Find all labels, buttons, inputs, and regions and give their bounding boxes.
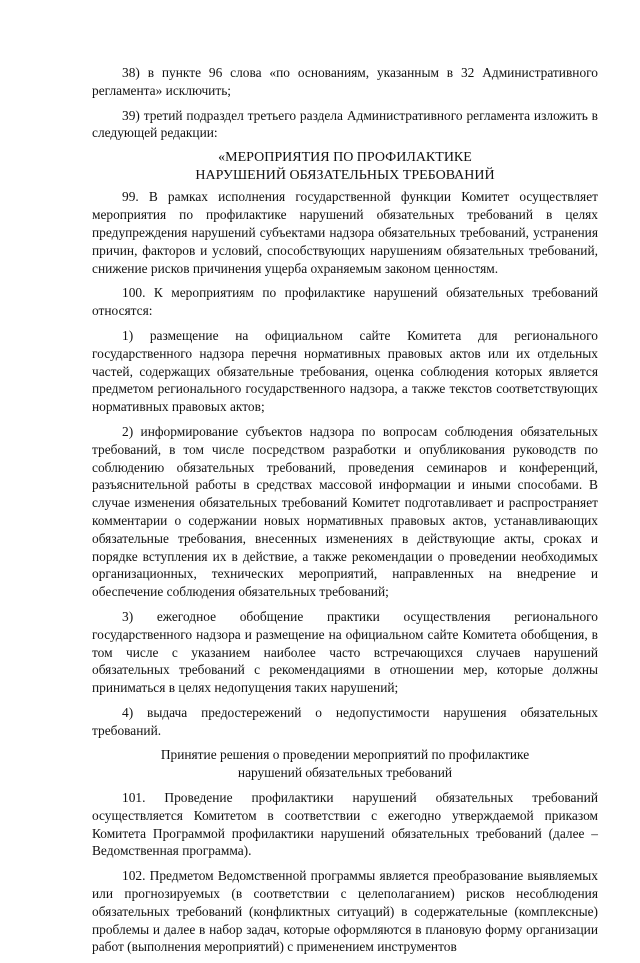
section-heading bbox=[92, 149, 598, 184]
paragraph-101: 101. Проведение профилактики нарушений обязательных требований осуществляется Комитетом в соответствии с ежегодно утверждаемой приказом Комитета Программой профилактики нарушений обязательных требований (далее – Ведомственная программа). bbox=[92, 790, 598, 859]
subsection-heading bbox=[92, 746, 598, 782]
list-item-3: 3) ежегодное обобщение практики осуществления регионального государственного надзора и размещение на официальном сайте Комитета обобщения, в том числе с указанием наиболее часто встречающихся случаев нарушений обязательных требований с рекомендациями в отношении мер, которые должны приниматься в целях недопущения таких нарушений; bbox=[92, 608, 598, 696]
paragraph-99: 99. В рамках исполнения государственной функции Комитет осуществляет мероприятия по профилактике нарушений обязательных требований в целях предупреждения нарушений субъектами надзора обязательных требований, устранения причин, факторов и условий, способствующих нарушениям обязательных требований, снижение рисков причинения ущерба охраняемым законом ценностям. bbox=[92, 189, 598, 276]
list-item-1: 1) размещение на официальном сайте Комитета для регионального государственного надзора перечня нормативных правовых актов или их отдельных частей, содержащих обязательные требования, оценка соблюдения которых является предметом регионального государственного надзора, а также текстов соответствующих нормативных правовых актов; bbox=[92, 327, 598, 415]
paragraph-38: 38) в пункте 96 слова «по основаниям, указанным в 32 Административного регламента» исключить; bbox=[92, 65, 598, 98]
section-heading-line-2: НАРУШЕНИЙ ОБЯЗАТЕЛЬНЫХ ТРЕБОВАНИЙ bbox=[195, 167, 495, 183]
paragraph-102: 102. Предметом Ведомственной программы является преобразование выявляемых или прогнозируемых (в соответствии с целеполаганием) рисков несоблюдения обязательных требований (конфликтных ситуаций) в содержательные (комплексные) проблемы и далее в набор задач, которые оформляются в плановую форму организации работ (выполнения мероприятий) с применением инструментов bbox=[92, 868, 598, 955]
document-page bbox=[92, 64, 598, 963]
subsection-heading-line-1: Принятие решения о проведении мероприятий по профилактике bbox=[160, 747, 530, 763]
list-item-4: 4) выдача предостережений о недопустимости нарушения обязательных требований. bbox=[92, 704, 598, 738]
section-heading-line-1: «МЕРОПРИЯТИЯ ПО ПРОФИЛАКТИКЕ bbox=[218, 150, 472, 166]
list-item-2: 2) информирование субъектов надзора по вопросам соблюдения обязательных требований, в том числе посредством разработки и опубликования руководств по соблюдению обязательных требований, проведения семинаров и конференций, разъяснительной работы в средствах массовой информации и иными способами. В случае изменения обязательных требований Комитет подготавливает и распространяет комментарии о содержании новых нормативных правовых актов, устанавливающих обязательные требования, внесенных изменениях в действующие акты, сроках и порядке вступления их в действие, а также рекомендации о проведении необходимых организационных, технических мероприятий, направленных на внедрение и обеспечение соблюдения обязательных требований; bbox=[92, 423, 598, 600]
paragraph-100: 100. К мероприятиям по профилактике нарушений обязательных требований относятся: bbox=[92, 285, 598, 319]
subsection-heading-line-2: нарушений обязательных требований bbox=[237, 765, 453, 781]
paragraph-39: 39) третий подраздел третьего раздела Административного регламента изложить в следующей редакции: bbox=[92, 107, 598, 141]
